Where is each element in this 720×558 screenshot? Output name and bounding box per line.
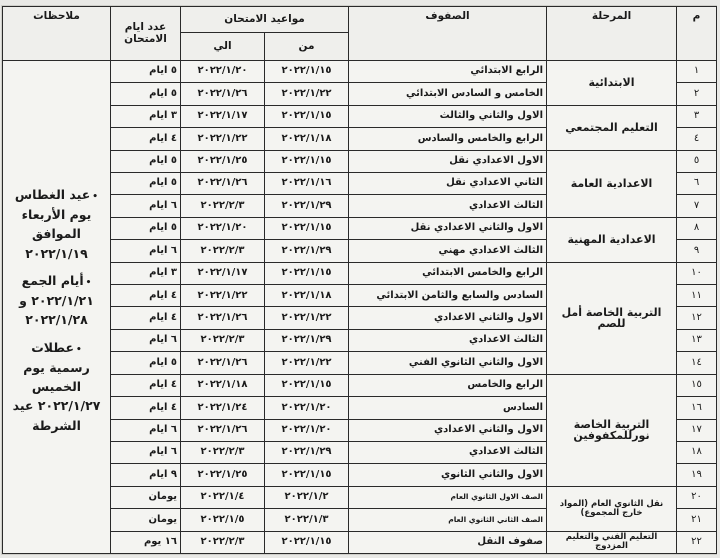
from-date-cell: ٢٠٢٢/١/٢٩ [265,441,349,463]
from-date-cell: ٢٠٢٢/١/١٥ [265,105,349,127]
to-date-cell: ٢٠٢٢/١/١٧ [181,105,265,127]
days-cell: ٤ ايام [111,128,181,150]
from-date-cell: ٢٠٢٢/١/١٦ [265,173,349,195]
grade-cell: الاول والثاني الاعدادي [349,419,547,441]
grade-cell: الاول والثاني الثانوي [349,464,547,486]
days-cell: ٥ ايام [111,61,181,83]
table-row [3,61,717,83]
to-date-cell: ٢٠٢٢/١/٢٢ [181,285,265,307]
from-date-cell: ٢٠٢٢/١/٢٢ [265,352,349,374]
from-date-cell: ٢٠٢٢/١/٢٢ [265,307,349,329]
from-date-cell: ٢٠٢٢/١/٢٩ [265,195,349,217]
row-number: ١٦ [677,397,717,419]
grade-cell: الاول والثاني الاعدادي [349,307,547,329]
grade-cell: الخامس و السادس الابتدائي [349,83,547,105]
row-number: ٦ [677,173,717,195]
header-row-1 [3,7,717,33]
row-number: ٣ [677,105,717,127]
header-num: م [677,7,717,61]
days-cell: ٤ ايام [111,285,181,307]
to-date-cell: ٢٠٢٢/١/٢٠ [181,61,265,83]
row-number: ٨ [677,217,717,239]
row-number: ٢١ [677,509,717,531]
row-number: ١ [677,61,717,83]
from-date-cell: ٢٠٢٢/١/١٥ [265,531,349,553]
from-date-cell: ٢٠٢٢/١/١٥ [265,150,349,172]
note-text: عطلات رسمية يوم الخميس ٢٠٢٢/١/٢٧ عيد الشرطة [12,339,101,433]
stage-cell: الابتدائية [547,61,677,106]
grade-cell: الثالث الاعدادي مهني [349,240,547,262]
from-date-cell: ٢٠٢٢/١/٢٢ [265,83,349,105]
days-cell: ٦ ايام [111,195,181,217]
table-row [3,217,717,239]
to-date-cell: ٢٠٢٢/٢/٣ [181,195,265,217]
grade-cell: الاول والثاني الاعدادي نقل [349,217,547,239]
stage-cell: التربية الخاصة أمل للصم [547,262,677,374]
grade-cell: الثاني الاعدادي نقل [349,173,547,195]
from-date-cell: ٢٠٢٢/١/٢٩ [265,329,349,351]
grade-cell: الاول والثاني والثالث [349,105,547,127]
grade-cell: الرابع والخامس [349,374,547,396]
days-cell: ٦ ايام [111,419,181,441]
table-row [3,531,717,553]
to-date-cell: ٢٠٢٢/١/٢٦ [181,83,265,105]
to-date-cell: ٢٠٢٢/٢/٣ [181,441,265,463]
to-date-cell: ٢٠٢٢/٢/٣ [181,329,265,351]
from-date-cell: ٢٠٢٢/١/١٨ [265,128,349,150]
row-number: ١٩ [677,464,717,486]
stage-cell: التعليم الفني والتعليم المزدوج [547,531,677,553]
stage-cell: الاعدادية المهنية [547,217,677,262]
from-date-cell: ٢٠٢٢/١/١٥ [265,374,349,396]
to-date-cell: ٢٠٢٢/١/٢٤ [181,397,265,419]
to-date-cell: ٢٠٢٢/١/١٧ [181,262,265,284]
days-cell: ٥ ايام [111,83,181,105]
note-text: عيد الغطاس يوم الأربعاء الموافق ٢٠٢٢/١/١٩ [14,187,92,261]
days-cell: ٤ ايام [111,307,181,329]
from-date-cell: ٢٠٢٢/١/١٥ [265,464,349,486]
stage-cell: التربية الخاصة نورللمكفوفين [547,374,677,486]
row-number: ٢٢ [677,531,717,553]
grade-cell: الرابع الابتدائي [349,61,547,83]
to-date-cell: ٢٠٢٢/٢/٣ [181,240,265,262]
days-cell: ٥ ايام [111,352,181,374]
row-number: ١٧ [677,419,717,441]
to-date-cell: ٢٠٢٢/١/٢٦ [181,419,265,441]
grade-cell: الثالث الاعدادي [349,441,547,463]
grade-cell: الصف الاول الثانوي العام [349,486,547,508]
days-cell: ٦ ايام [111,441,181,463]
to-date-cell: ٢٠٢٢/١/١٨ [181,374,265,396]
bullet-icon: • [76,344,82,355]
header-stage: المرحلة [547,7,677,61]
days-cell: ٥ ايام [111,150,181,172]
from-date-cell: ٢٠٢٢/١/١٥ [265,262,349,284]
grade-cell: الرابع والخامس والسادس [349,128,547,150]
stage-cell: الاعدادية العامة [547,150,677,217]
row-number: ١١ [677,285,717,307]
grade-cell: صفوف النقل [349,531,547,553]
from-date-cell: ٢٠٢٢/١/٣ [265,509,349,531]
header-notes: ملاحظات [3,7,111,61]
from-date-cell: ٢٠٢٢/١/٢٠ [265,419,349,441]
days-cell: ٣ ايام [111,262,181,284]
table-row [3,374,717,396]
grade-cell: السادس والسابع والثامن الابتدائي [349,285,547,307]
days-cell: يومان [111,509,181,531]
row-number: ١٠ [677,262,717,284]
header-schedule: مواعيد الامتحان [181,7,349,33]
grade-cell: الاول والثاني الثانوي الفني [349,352,547,374]
table-row [3,262,717,284]
header-from: من [265,33,349,61]
from-date-cell: ٢٠٢٢/١/٢٠ [265,397,349,419]
stage-cell: نقل الثانوي العام (المواد خارج المجموع) [547,486,677,531]
row-number: ١٣ [677,329,717,351]
table-row [3,105,717,127]
from-date-cell: ٢٠٢٢/١/١٨ [265,285,349,307]
bullet-icon: • [85,278,92,289]
from-date-cell: ٢٠٢٢/١/٢ [265,486,349,508]
to-date-cell: ٢٠٢٢/١/٢٥ [181,464,265,486]
days-cell: ٤ ايام [111,374,181,396]
days-cell: يومان [111,486,181,508]
to-date-cell: ٢٠٢٢/١/٥ [181,509,265,531]
days-cell: ٥ ايام [111,173,181,195]
row-number: ٢ [677,83,717,105]
days-cell: ٤ ايام [111,397,181,419]
from-date-cell: ٢٠٢٢/١/١٥ [265,217,349,239]
row-number: ٩ [677,240,717,262]
to-date-cell: ٢٠٢٢/١/٢٦ [181,352,265,374]
header-grades: الصفوف [349,7,547,61]
row-number: ١٨ [677,441,717,463]
note-text: أيام الجمع ٢٠٢٢/١/٢١ و ٢٠٢٢/١/٢٨ [19,273,94,328]
from-date-cell: ٢٠٢٢/١/٢٩ [265,240,349,262]
row-number: ٥ [677,150,717,172]
grade-cell: الرابع والخامس الابتدائي [349,262,547,284]
grade-cell: الثالث الاعدادي [349,195,547,217]
exam-schedule-table [2,6,717,554]
days-cell: ٦ ايام [111,329,181,351]
exam-schedule-sheet [2,6,716,554]
header-to: الي [181,33,265,61]
grade-cell: الثالث الاعدادي [349,329,547,351]
table-body [3,61,717,554]
bullet-icon: • [92,192,99,202]
header-days: عدد ايام الامتحان [111,7,181,61]
grade-cell: الصف الثاني الثانوي العام [349,509,547,531]
row-number: ١٥ [677,374,717,396]
row-number: ٢٠ [677,486,717,508]
to-date-cell: ٢٠٢٢/١/٢٥ [181,150,265,172]
row-number: ٧ [677,195,717,217]
days-cell: ٥ ايام [111,217,181,239]
to-date-cell: ٢٠٢٢/١/٢٦ [181,173,265,195]
to-date-cell: ٢٠٢٢/١/٢٢ [181,128,265,150]
table-row [3,486,717,508]
grade-cell: الاول الاعدادي نقل [349,150,547,172]
days-cell: ١٦ يوم [111,531,181,553]
to-date-cell: ٢٠٢٢/١/٢٠ [181,217,265,239]
from-date-cell: ٢٠٢٢/١/١٥ [265,61,349,83]
notes-cell [3,61,111,554]
row-number: ١٢ [677,307,717,329]
days-cell: ٦ ايام [111,240,181,262]
to-date-cell: ٢٠٢٢/١/٢٦ [181,307,265,329]
row-number: ١٤ [677,352,717,374]
to-date-cell: ٢٠٢٢/١/٤ [181,486,265,508]
days-cell: ٩ ايام [111,464,181,486]
grade-cell: السادس [349,397,547,419]
stage-cell: التعليم المجتمعي [547,105,677,150]
row-number: ٤ [677,128,717,150]
to-date-cell: ٢٠٢٢/٢/٣ [181,531,265,553]
table-row [3,150,717,172]
days-cell: ٣ ايام [111,105,181,127]
